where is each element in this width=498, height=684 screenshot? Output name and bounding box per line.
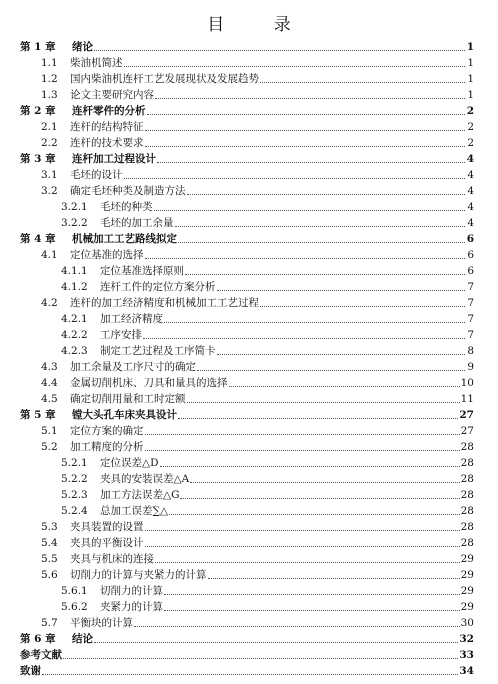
toc-entry-title: 连杆的技术要求: [70, 137, 144, 149]
toc-entry-title: 确定毛坯种类及制造方法: [70, 185, 186, 197]
toc-entry[interactable]: [20, 199, 474, 215]
toc-dot-leader: [260, 81, 465, 83]
toc-entry-number: 4.4: [41, 377, 58, 389]
toc-entry-title: 夹具装置的设置: [70, 521, 144, 533]
toc-entry-title: 加工方法误差△G: [100, 489, 180, 501]
toc-entry[interactable]: [20, 39, 474, 55]
toc-entry[interactable]: [20, 359, 474, 375]
toc-entry-title: 夹具的安装误差△A: [100, 473, 190, 485]
toc-dot-leader: [217, 353, 466, 355]
toc-entry-page: 8: [467, 345, 474, 357]
toc-entry-title: 毛坯的种类: [100, 201, 153, 213]
toc-entry-number: 5.2.4: [61, 505, 88, 517]
toc-entry-title: 连杆零件的分析: [72, 105, 146, 117]
toc-dot-leader: [94, 49, 465, 51]
toc-entry-page: 29: [460, 585, 474, 597]
toc-entry[interactable]: [20, 375, 474, 391]
toc-dot-leader: [157, 161, 465, 163]
toc-entry-title: 连杆的加工经济精度和机械加工工艺过程: [70, 297, 259, 309]
toc-entry[interactable]: [20, 599, 474, 615]
toc-dot-leader: [63, 657, 458, 659]
toc-dot-leader: [187, 193, 466, 195]
toc-entry-title: 镗大头孔车床夹具设计: [72, 409, 177, 421]
toc-entry-title: 定位方案的确定: [70, 425, 144, 437]
toc-entry[interactable]: [20, 215, 474, 231]
toc-entry-number: 第 4 章: [20, 233, 56, 245]
toc-entry[interactable]: [20, 663, 474, 679]
toc-entry-page: 10: [460, 377, 474, 389]
toc-entry[interactable]: [20, 167, 474, 183]
toc-entry-page: 9: [467, 361, 474, 373]
toc-entry-page: 2: [467, 137, 474, 149]
toc-entry-page: 28: [460, 537, 474, 549]
toc-entry-title: 毛坯的加工余量: [100, 217, 174, 229]
toc-dot-leader: [145, 433, 460, 435]
toc-dot-leader: [190, 481, 459, 483]
toc-dot-leader: [187, 401, 460, 403]
toc-entry-page: 29: [460, 601, 474, 613]
toc-entry-number: 4.2.2: [61, 329, 88, 341]
toc-dot-leader: [180, 497, 459, 499]
toc-entry-page: 33: [459, 649, 474, 661]
toc-entry-page: 28: [460, 473, 474, 485]
toc-entry-page: 7: [467, 297, 474, 309]
toc-entry-title: 连杆的结构特征: [70, 121, 144, 133]
toc-entry[interactable]: [20, 487, 474, 503]
toc-entry-title: 定位基准选择原则: [100, 265, 184, 277]
toc-entry-page: 7: [467, 329, 474, 341]
toc-dot-leader: [147, 113, 466, 115]
toc-entry-page: 1: [466, 41, 474, 53]
toc-entry[interactable]: [20, 391, 474, 407]
toc-entry-page: 4: [467, 217, 474, 229]
toc-entry-number: 4.2: [41, 297, 58, 309]
toc-entry-number: 5.2: [41, 441, 58, 453]
toc-entry-page: 4: [467, 169, 474, 181]
toc-entry-number: 5.4: [41, 537, 58, 549]
toc-entry-number: 5.5: [41, 553, 58, 565]
toc-entry[interactable]: [20, 519, 474, 535]
toc-entry[interactable]: [20, 151, 474, 167]
toc-entry[interactable]: [20, 615, 474, 631]
toc-entry[interactable]: [20, 231, 474, 247]
toc-entry-page: 6: [466, 233, 474, 245]
toc-entry-page: 7: [467, 281, 474, 293]
toc-entry[interactable]: [20, 551, 474, 567]
toc-entry-number: 第 3 章: [20, 153, 56, 165]
toc-dot-leader: [178, 417, 458, 419]
toc-entry-title: 制定工艺过程及工序简卡: [100, 345, 216, 357]
toc-dot-leader: [185, 273, 465, 275]
toc-entry-title: 参考文献: [20, 649, 62, 661]
toc-entry-page: 34: [459, 665, 474, 677]
toc-entry-number: 5.2.1: [61, 457, 88, 469]
toc-entry-title: 连杆工件的定位方案分析: [100, 281, 216, 293]
toc-entry-number: 第 2 章: [20, 105, 56, 117]
toc-entry[interactable]: [20, 423, 474, 439]
toc-dot-leader: [178, 241, 465, 243]
toc-entry[interactable]: [20, 279, 474, 295]
toc-entry[interactable]: [20, 71, 474, 87]
toc-entry-number: 5.1: [41, 425, 58, 437]
toc-entry[interactable]: [20, 439, 474, 455]
toc-entry-page: 2: [466, 105, 474, 117]
toc-entry[interactable]: [20, 535, 474, 551]
toc-entry-page: 27: [460, 425, 474, 437]
toc-dot-leader: [155, 97, 465, 99]
toc-entry-title: 加工精度的分析: [70, 441, 144, 453]
toc-dot-leader: [217, 289, 466, 291]
toc-entry-page: 27: [459, 409, 474, 421]
toc-entry-page: 30: [460, 617, 474, 629]
toc-entry-title: 连杆加工过程设计: [72, 153, 156, 165]
toc-entry-number: 3.1: [41, 169, 58, 181]
toc-entry-number: 4.1.1: [61, 265, 88, 277]
toc-entry-page: 7: [467, 313, 474, 325]
toc-entry-number: 5.7: [41, 617, 58, 629]
toc-entry-title: 加工经济精度: [100, 313, 163, 325]
page-title: 目 录: [207, 15, 313, 35]
toc-entry-page: 6: [467, 265, 474, 277]
toc-entry[interactable]: [20, 263, 474, 279]
toc-entry-number: 1.2: [41, 73, 58, 85]
toc-dot-leader: [145, 129, 466, 131]
toc-entry-number: 3.2: [41, 185, 58, 197]
toc-dot-leader: [145, 529, 460, 531]
toc-entry[interactable]: [20, 647, 474, 663]
toc-entry-title: 国内柴油机连杆工艺发展现状及发展趋势: [70, 73, 259, 85]
toc-dot-leader: [124, 177, 466, 179]
toc-entry-page: 28: [460, 489, 474, 501]
toc-entry-number: 5.6: [41, 569, 58, 581]
toc-entry[interactable]: [20, 503, 474, 519]
toc-entry-title: 机械加工工艺路线拟定: [72, 233, 177, 245]
toc-entry-number: 5.2.2: [61, 473, 88, 485]
toc-entry[interactable]: [20, 631, 474, 647]
toc-entry-page: 29: [460, 569, 474, 581]
toc-dot-leader: [175, 225, 466, 227]
toc-entry-title: 确定切削用量和工时定额: [70, 393, 186, 405]
toc-dot-leader: [160, 465, 460, 467]
toc-dot-leader: [164, 609, 460, 611]
toc-entry-page: 4: [466, 153, 474, 165]
toc-entry-page: 4: [467, 185, 474, 197]
toc-dot-leader: [145, 545, 460, 547]
toc-dot-leader: [42, 673, 458, 675]
toc-entry-title: 定位误差△D: [100, 457, 159, 469]
toc-entry-number: 第 1 章: [20, 41, 56, 53]
toc-entry-title: 夹具与机床的连接: [70, 553, 154, 565]
toc-entry-page: 28: [460, 521, 474, 533]
toc-entry-number: 第 6 章: [20, 633, 56, 645]
toc-entry-number: 第 5 章: [20, 409, 56, 421]
toc-entry-title: 绪论: [72, 41, 93, 53]
toc-entry[interactable]: [20, 183, 474, 199]
toc-entry-page: 28: [460, 505, 474, 517]
toc-dot-leader: [164, 593, 460, 595]
toc-entry-page: 6: [467, 249, 474, 261]
toc-entry-number: 3.2.1: [61, 201, 88, 213]
toc-dot-leader: [143, 337, 465, 339]
toc-entry-title: 柴油机简述: [70, 57, 123, 69]
toc-entry-page: 2: [467, 121, 474, 133]
toc-entry-number: 1.3: [41, 89, 58, 101]
toc-dot-leader: [145, 257, 466, 259]
toc-entry-number: 1.1: [41, 57, 58, 69]
toc-entry-number: 5.6.2: [61, 601, 88, 613]
toc-entry-title: 致谢: [20, 665, 41, 677]
toc-entry-title: 论文主要研究内容: [70, 89, 154, 101]
toc-dot-leader: [164, 321, 465, 323]
toc-entry-page: 11: [460, 393, 474, 405]
toc-entry-title: 定位基准的选择: [70, 249, 144, 261]
toc-entry-number: 3.2.2: [61, 217, 88, 229]
toc-dot-leader: [155, 561, 460, 563]
toc-dot-leader: [145, 449, 460, 451]
toc-dot-leader: [145, 145, 466, 147]
toc-entry[interactable]: [20, 455, 474, 471]
toc-entry[interactable]: [20, 567, 474, 583]
toc-entry-page: 32: [459, 633, 474, 645]
toc-entry[interactable]: [20, 103, 474, 119]
toc-entry-number: 5.6.1: [61, 585, 88, 597]
toc-entry[interactable]: [20, 55, 474, 71]
toc-entry-title: 金属切削机床、刀具和量具的选择: [70, 377, 228, 389]
toc-entry[interactable]: [20, 295, 474, 311]
toc-entry-title: 切削力的计算与夹紧力的计算: [70, 569, 207, 581]
toc-entry-page: 1: [467, 89, 474, 101]
toc-entry-title: 毛坯的设计: [70, 169, 123, 181]
toc-entry[interactable]: [20, 583, 474, 599]
toc-entry-title: 夹紧力的计算: [100, 601, 163, 613]
toc-entry[interactable]: [20, 87, 474, 103]
toc-entry[interactable]: [20, 311, 474, 327]
toc-entry-number: 2.2: [41, 137, 58, 149]
toc-entry-number: 5.2.3: [61, 489, 88, 501]
toc-entry-number: 4.2.1: [61, 313, 88, 325]
toc-entry-title: 平衡块的计算: [70, 617, 133, 629]
toc-dot-leader: [197, 369, 465, 371]
toc-dot-leader: [208, 577, 460, 579]
toc-entry-number: 2.1: [41, 121, 58, 133]
toc-entry-number: 4.3: [41, 361, 58, 373]
toc-entry-title: 总加工误差∑△: [100, 505, 169, 517]
toc-dot-leader: [94, 641, 458, 643]
toc-entry[interactable]: [20, 407, 474, 423]
toc-entry[interactable]: [20, 119, 474, 135]
toc-entry[interactable]: [20, 471, 474, 487]
toc-entry-title: 工序安排: [100, 329, 142, 341]
toc-dot-leader: [154, 209, 466, 211]
toc-entry[interactable]: [20, 343, 474, 359]
toc-entry-title: 加工余量及工序尺寸的确定: [70, 361, 196, 373]
toc-entry-number: 5.3: [41, 521, 58, 533]
table-of-contents: [20, 39, 474, 679]
toc-entry-page: 29: [460, 553, 474, 565]
toc-entry-page: 1: [467, 57, 474, 69]
toc-dot-leader: [260, 305, 465, 307]
toc-entry-page: 1: [467, 73, 474, 85]
toc-entry[interactable]: [20, 135, 474, 151]
toc-entry-title: 夹具的平衡设计: [70, 537, 144, 549]
toc-dot-leader: [124, 65, 466, 67]
toc-entry-number: 4.2.3: [61, 345, 88, 357]
toc-dot-leader: [169, 513, 460, 515]
toc-entry[interactable]: [20, 327, 474, 343]
toc-entry-number: 4.1: [41, 249, 58, 261]
toc-entry-page: 28: [460, 441, 474, 453]
toc-entry-page: 28: [460, 457, 474, 469]
toc-dot-leader: [229, 385, 460, 387]
toc-entry-number: 4.5: [41, 393, 58, 405]
toc-dot-leader: [134, 625, 460, 627]
toc-entry-title: 结论: [72, 633, 93, 645]
toc-entry-page: 4: [467, 201, 474, 213]
toc-entry-number: 4.1.2: [61, 281, 88, 293]
toc-entry[interactable]: [20, 247, 474, 263]
toc-entry-title: 切削力的计算: [100, 585, 163, 597]
